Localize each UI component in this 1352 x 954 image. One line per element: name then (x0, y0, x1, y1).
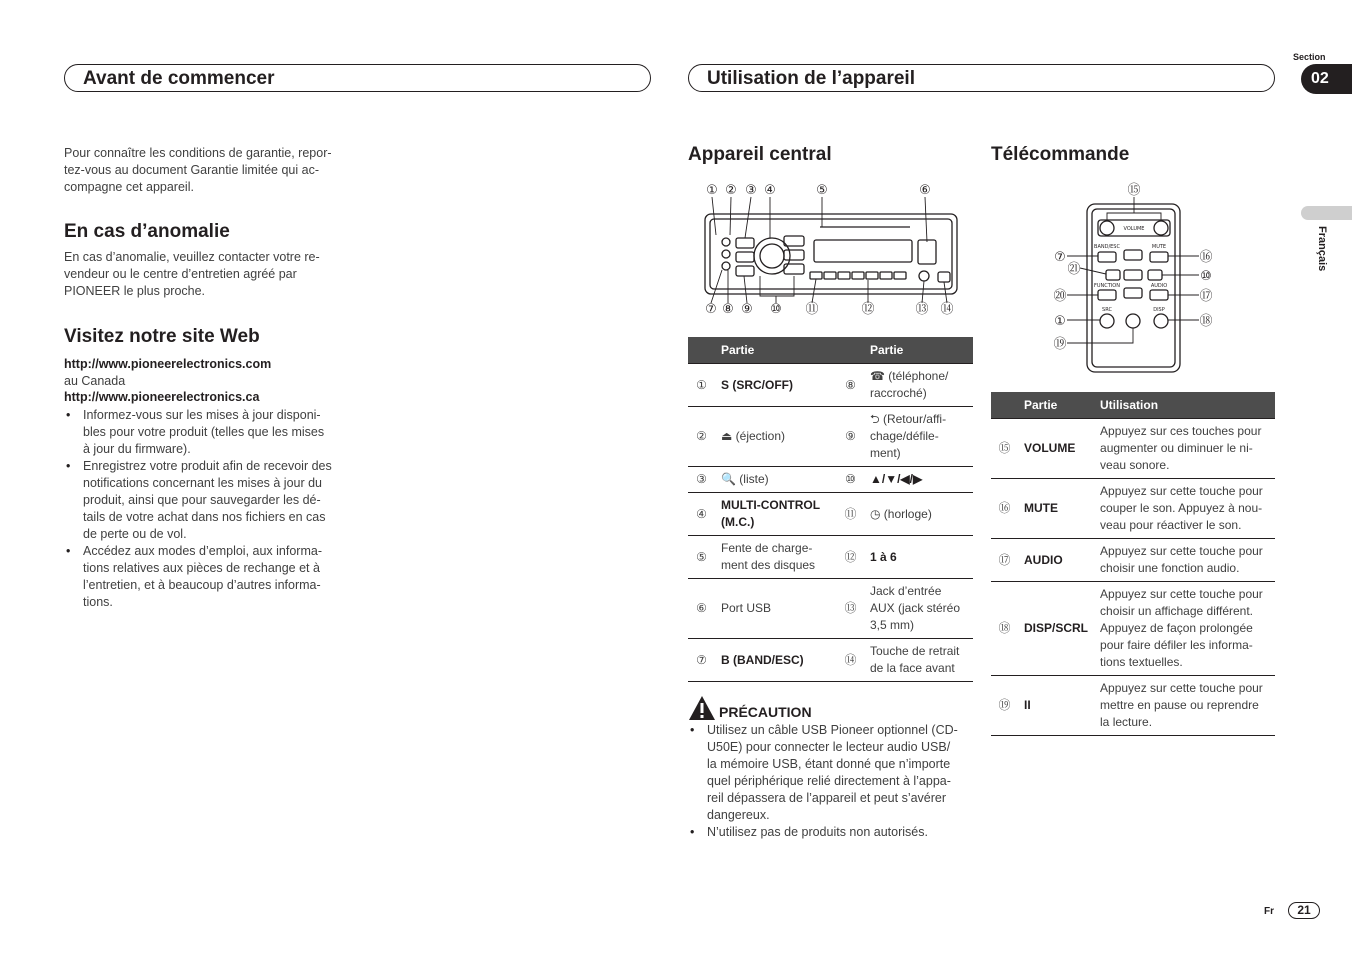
text-line: couper le son. Appuyez à nou- (1100, 501, 1263, 515)
callout-bottom-9: ⑨ (741, 302, 753, 317)
remote-callout-21: ㉑ (1067, 262, 1081, 277)
caution-icon (688, 695, 716, 721)
text-line: tions relatives aux pièces de rechange et à (83, 561, 320, 575)
text-line: ▲/▼/◀/▶ (870, 472, 923, 486)
callout-top-5: ⑤ (816, 183, 828, 198)
callout-top-6: ⑥ (919, 183, 931, 198)
text-line: dangereux. (707, 808, 770, 822)
remote-callout-15: ⑮ (1127, 183, 1141, 198)
part-number: ⑩ (837, 467, 864, 493)
col-part-2: Partie (864, 337, 973, 364)
text-line: • N’utilisez pas de produits non autorisés. (707, 825, 928, 839)
part-name (715, 493, 837, 536)
table-row (688, 407, 973, 467)
remote-label-src: SRC (1102, 307, 1112, 313)
part-number: ④ (688, 493, 715, 536)
text-line: pour faire défiler les informa- (1100, 638, 1253, 652)
remote-label-disp: DISP (1153, 307, 1165, 313)
table-row (688, 493, 973, 536)
table-row (991, 539, 1275, 582)
caution-title: PRÉCAUTION (719, 704, 812, 720)
text-line: AUX (jack stéréo (870, 601, 961, 615)
table-row (991, 419, 1275, 479)
text-line: choisir un affichage différent. (1100, 604, 1254, 618)
part-name: DISP/SCRL (1018, 582, 1094, 676)
part-name (715, 407, 837, 467)
part-number: ⑤ (688, 536, 715, 579)
remote-callout-1: ① (1054, 314, 1066, 329)
text-line: MULTI-CONTROL (721, 498, 821, 512)
text-line: ⮌ (Retour/affi- (870, 412, 947, 426)
part-name (864, 639, 973, 682)
text-line: • Accédez aux modes d’emploi, aux informa- (83, 544, 323, 558)
text-line: compagne cet appareil. (64, 180, 194, 194)
part-name (715, 579, 837, 639)
part-number: ① (688, 364, 715, 407)
bullet-item (64, 543, 364, 611)
text-line: à jour du firmware). (83, 442, 191, 456)
remote-callout-17: ⑰ (1199, 289, 1213, 304)
section-number: 02 (1301, 64, 1352, 94)
canada-label: au Canada (64, 374, 126, 388)
text-line: 🔍 (liste) (721, 472, 769, 486)
part-number: ⑫ (837, 536, 864, 579)
part-usage (1094, 419, 1275, 479)
part-name (715, 536, 837, 579)
text-line: tions textuelles. (1100, 655, 1183, 669)
part-number: ⑦ (688, 639, 715, 682)
text-line: produit, ainsi que pour sauvegarder les dé- (83, 493, 321, 507)
text-line: En cas d’anomalie, veuillez contacter votre re- (64, 250, 320, 264)
text-line: Fente de charge- (721, 541, 813, 555)
page-number: 21 (1288, 902, 1320, 919)
remote-callout-18: ⑱ (1199, 314, 1213, 329)
text-line: 1 à 6 (870, 549, 897, 564)
remote-callout-7: ⑦ (1054, 250, 1066, 265)
text-line: Appuyez sur cette touche pour (1100, 681, 1263, 695)
caution-list (688, 722, 978, 841)
part-name (864, 579, 973, 639)
text-line: • Informez-vous sur les mises à jour disponi- (83, 408, 321, 422)
text-line: ment des disques (721, 558, 816, 572)
callout-top-1: ① (706, 183, 718, 198)
text-line: (M.C.) (721, 515, 755, 529)
text-line: bles pour votre produit (telles que les mises (83, 425, 325, 439)
remote-col-part: Partie (1018, 392, 1094, 419)
callout-bottom-14: ⑭ (940, 302, 954, 317)
text-line: Appuyez sur cette touche pour (1100, 484, 1263, 498)
text-line: • Utilisez un câble USB Pioneer optionnel (CD- (707, 723, 958, 737)
bullet-item (688, 722, 978, 824)
part-name: VOLUME (1018, 419, 1094, 479)
part-name (864, 364, 973, 407)
text-line: ⏏ (éjection) (721, 429, 786, 443)
remote-label-audio: AUDIO (1150, 283, 1168, 289)
remote-diagram (1050, 180, 1220, 375)
remote-label-band: BAND/ESC (1094, 244, 1120, 250)
anomaly-text (64, 249, 364, 300)
callout-bottom-13: ⑬ (915, 302, 929, 317)
remote-callout-16: ⑯ (1199, 250, 1213, 265)
part-name (864, 467, 973, 493)
text-line: augmenter ou diminuer le ni- (1100, 441, 1253, 455)
anomaly-heading: En cas d’anomalie (64, 221, 230, 242)
table-row (991, 676, 1275, 736)
url-canada[interactable]: http://www.pioneerelectronics.ca (64, 390, 260, 404)
part-number: ⑥ (688, 579, 715, 639)
text-line: tez-vous au document Garantie limitée qui ac- (64, 163, 319, 177)
section-label: Section (1293, 52, 1326, 62)
col-part-1: Partie (715, 337, 837, 364)
table-row (991, 582, 1275, 676)
part-name (715, 639, 837, 682)
text-line: reil dépassera de l’appareil et peut s’avérer (707, 791, 947, 805)
callout-bottom-8: ⑧ (722, 302, 734, 317)
right-section-header (688, 64, 1275, 92)
table-row (688, 364, 973, 407)
callout-bottom-7: ⑦ (705, 302, 717, 317)
table-row (688, 579, 973, 639)
part-number: ⑯ (991, 479, 1018, 539)
text-line: l’entretien, et à beaucoup d’autres informa- (83, 578, 321, 592)
callout-bottom-10: ⑩ (770, 302, 782, 317)
callout-bottom-12: ⑫ (861, 302, 875, 317)
part-number: ② (688, 407, 715, 467)
table-row (688, 467, 973, 493)
right-section-title: Utilisation de l’appareil (707, 68, 915, 89)
part-name (864, 407, 973, 467)
remote-label-volume: VOLUME (1123, 226, 1145, 232)
part-number: ⑬ (837, 579, 864, 639)
text-line: de la face avant (870, 661, 955, 675)
remote-col-use: Utilisation (1094, 392, 1275, 419)
text-line: de perte ou de vol. (83, 527, 187, 541)
remote-label-mute: MUTE (1151, 244, 1167, 250)
text-line: tions. (83, 595, 113, 609)
col-num-1 (688, 337, 715, 364)
text-line: Jack d’entrée (870, 584, 942, 598)
part-usage (1094, 582, 1275, 676)
part-usage (1094, 676, 1275, 736)
table-row (688, 536, 973, 579)
central-unit-table (688, 337, 973, 682)
footer-lang: Fr (1264, 906, 1274, 917)
table-row (688, 639, 973, 682)
text-line: raccroché) (870, 386, 927, 400)
language-label: Français (1316, 226, 1328, 272)
text-line: Appuyez sur ces touches pour (1100, 424, 1262, 438)
language-tab (1301, 206, 1352, 220)
part-usage (1094, 479, 1275, 539)
web-bullet-list (64, 407, 364, 611)
text-line: la mémoire USB, étant donné que n’importe (707, 757, 951, 771)
part-name (715, 364, 837, 407)
text-line: PIONEER le plus proche. (64, 284, 206, 298)
remote-table (991, 392, 1275, 736)
table-row (991, 479, 1275, 539)
part-number: ⑪ (837, 493, 864, 536)
remote-label-function: FUNCTION (1094, 283, 1120, 289)
callout-top-4: ④ (764, 183, 776, 198)
text-line: vendeur ou le centre d’entretien agréé par (64, 267, 297, 281)
part-number: ⑧ (837, 364, 864, 407)
remote-callout-19: ⑲ (1053, 337, 1067, 352)
warranty-intro (64, 145, 364, 196)
central-unit-diagram (700, 180, 962, 320)
remote-callout-10: ⑩ (1200, 269, 1212, 284)
part-name: AUDIO (1018, 539, 1094, 582)
left-section-title: Avant de commencer (83, 68, 275, 89)
part-name: MUTE (1018, 479, 1094, 539)
part-number: ⑮ (991, 419, 1018, 479)
part-name (864, 536, 973, 579)
text-line: veau pour réactiver le son. (1100, 518, 1242, 532)
part-number: ⑰ (991, 539, 1018, 582)
part-number: ⑨ (837, 407, 864, 467)
text-line: veau sonore. (1100, 458, 1170, 472)
callout-bottom-11: ⑪ (805, 302, 819, 317)
text-line: ☎ (téléphone/ (870, 369, 949, 383)
bullet-item (64, 407, 364, 458)
remote-col-num (991, 392, 1018, 419)
bullet-item (688, 824, 978, 841)
text-line: Pour connaître les conditions de garantie, repor- (64, 146, 332, 160)
part-number: ⑲ (991, 676, 1018, 736)
central-unit-heading: Appareil central (688, 144, 832, 165)
text-line: S (SRC/OFF) (721, 377, 793, 392)
web-heading: Visitez notre site Web (64, 326, 260, 347)
part-number: ⑭ (837, 639, 864, 682)
bullet-item (64, 458, 364, 543)
text-line: tails de votre achat dans nos fichiers en cas (83, 510, 326, 524)
part-name (715, 467, 837, 493)
text-line: B (BAND/ESC) (721, 652, 804, 667)
text-line: notifications concernant les mises à jour du (83, 476, 323, 490)
text-line: Appuyez sur cette touche pour (1100, 587, 1263, 601)
remote-heading: Télécommande (991, 144, 1130, 165)
part-name: II (1018, 676, 1094, 736)
part-number: ③ (688, 467, 715, 493)
text-line: choisir une fonction audio. (1100, 561, 1240, 575)
callout-top-3: ③ (745, 183, 757, 198)
part-usage (1094, 539, 1275, 582)
text-line: ment) (870, 446, 901, 460)
text-line: la lecture. (1100, 715, 1153, 729)
text-line: Appuyez de façon prolongée (1100, 621, 1253, 635)
left-section-header (64, 64, 651, 92)
text-line: U50E) pour connecter le lecteur audio USB/ (707, 740, 951, 754)
text-line: mettre en pause ou reprendre (1100, 698, 1259, 712)
text-line: Appuyez sur cette touche pour (1100, 544, 1263, 558)
part-number: ⑱ (991, 582, 1018, 676)
remote-callout-20: ⑳ (1053, 289, 1067, 304)
text-line: 3,5 mm) (870, 618, 915, 632)
part-name (864, 493, 973, 536)
text-line: quel périphérique relié directement à l’appa- (707, 774, 951, 788)
callout-top-2: ② (725, 183, 737, 198)
text-line: Touche de retrait (870, 644, 960, 658)
text-line: chage/défile- (870, 429, 939, 443)
text-line: Port USB (721, 601, 772, 615)
text-line: ◷ (horloge) (870, 506, 932, 521)
col-num-2 (837, 337, 864, 364)
url-us[interactable]: http://www.pioneerelectronics.com (64, 357, 272, 371)
text-line: • Enregistrez votre produit afin de recevoir des (83, 459, 332, 473)
